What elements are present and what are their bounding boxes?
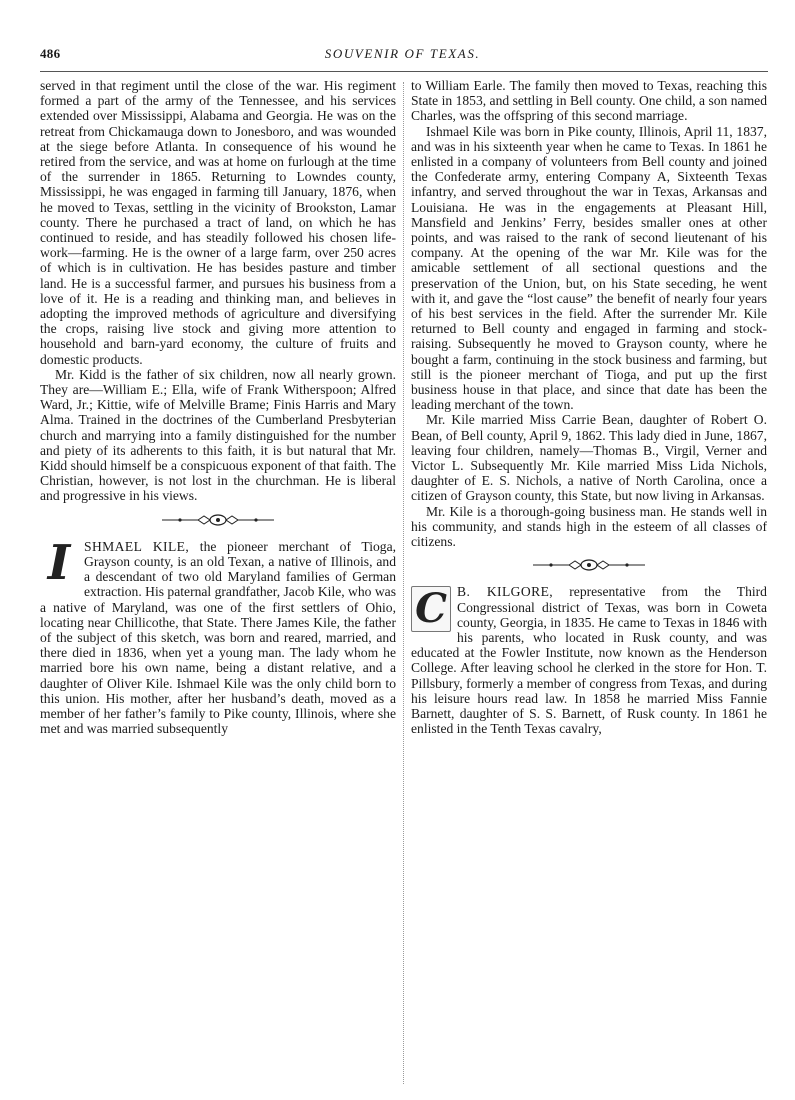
kile-biography-opening (40, 534, 396, 737)
kilgore-name-lead: B. KILGORE, (457, 584, 554, 600)
right-column (411, 78, 767, 1088)
page-header (40, 46, 765, 68)
left-paragraph-1: served in that regiment until the close of the war. His regiment formed a part of the army of the Tennessee, and his services extended over Mississippi, Alabama and Georgia. He was on the retreat from Chickamauga down to Jonesboro, and was wounded at the siege before Atlanta. In consequence of his wound he retired from the service, and was at home on furlough at the time of the surrender in 1865. Returning to Lowndes county, Mississippi, he was engaged in farming till January, 1876, when he moved to Texas, settling in the vicinity of Brookston, Lamar county. There he purchased a tract of land, on which he has continued to reside, and has steadily followed his chosen life-work—farming. He is the owner of a large farm, over 250 acres of which is in cultivation. He has besides pasture and timber land. He is a successful farmer, and pursues his business from a love of it. He is a reading and thinking man, and believes in adopting the improved methods of agriculture and diversifying the crops, raising live stock and giving more attention to household and barn-yard economy, the culture of fruits and domestic products. (40, 78, 396, 367)
left-column (40, 78, 396, 1088)
kilgore-paragraph-text: representative from the Third Congressional district of Texas, was born in Coweta county, Georgia, in 1835. He came to Texas in 1846 with his parents, who located in Rusk county, and was educated at the Fowler Institute, now known as the Henderson College. After leaving school he clerked in the store for Hon. T. Pillsbury, formerly a member of congress from Texas, and during his leisure hours read law. In 1858 he married Miss Fannie Barnett, daughter of S. S. Barnett, of Rusk county. In 1861 he enlisted in the Tenth Texas cavalry, (411, 584, 767, 737)
section-ornament (40, 513, 396, 529)
left-paragraph-2: Mr. Kidd is the father of six children, now all nearly grown. They are—William E.; Ella, wife of Frank Witherspoon; Alfred Ward, Jr.; Kittie, wife of Melville Brame; Finis Harris and Mary Alma. Trained in the doctrines of the Cumberland Presbyterian church and marrying into a family distinguished for the number and piety of its adherents to this faith, it is but natural that Mr. Kidd should himself be a conspicuous exponent of that faith. The Christian, however, is not lost in the churchman. He is liberal and progressive in his views. (40, 366, 396, 504)
kile-name-lead: SHMAEL KILE, (84, 538, 190, 554)
kilgore-biography-opening (411, 584, 767, 736)
ornament-icon (529, 558, 649, 572)
drop-cap-letter: C (411, 586, 451, 632)
drop-cap-letter: I (47, 534, 71, 591)
page-number: 486 (40, 46, 61, 61)
right-paragraph-3: Mr. Kile married Miss Carrie Bean, daughter of Robert O. Bean, of Bell county, April 9, 1862. This lady died in June, 1867, leaving four children, namely—Thomas B., Virgil, Verner and Victor L. Subsequently Mr. Kile married Miss Lida Nichols, daughter of E. S. Nichols, a native of North Carolina, once a citizen of Grayson county, this State, but now living in Arkansas. (411, 412, 767, 504)
section-ornament (411, 558, 767, 574)
kile-paragraph-text: the pioneer merchant of Tioga, Grayson county, is an old Texan, a native of Illinois, and a descendant of two old Maryland families of German extraction. His paternal grandfather, Jacob Kile, who was a native of Maryland, was one of the first settlers of Ohio, locating near Chillicothe, that State. There James Kile, the father of the subject of this sketch, was born and reared, married, and there died in 1836, when yet a young man. The lady whom he married bore his own name, being a distant relative, and a daughter of Oliver Kile. Ishmael Kile was the only child born to this union. His mother, after her husband’s death, moved as a member of her father’s family to Pike county, Illinois, where she met and was married subsequently (40, 538, 396, 737)
ornament-icon (158, 513, 278, 527)
column-divider (403, 82, 404, 1084)
header-rule (40, 71, 768, 72)
right-paragraph-4: Mr. Kile is a thorough-going business man. He stands well in his community, and stands high in the esteem of all classes of citizens. (411, 503, 767, 550)
running-title: SOUVENIR OF TEXAS. (324, 46, 481, 61)
right-paragraph-1: to William Earle. The family then moved to Texas, reaching this State in 1853, and settling in Bell county. One child, a son named Charles, was the offspring of this second marriage. (411, 78, 767, 124)
right-paragraph-2: Ishmael Kile was born in Pike county, Illinois, April 11, 1837, and was in his sixteenth year when he came to Texas. In 1861 he enlisted in a company of volunteers from Bell county and joined the Confederate army, entering Company A, Sixteenth Texas infantry, and served throughout the war in Texas, Arkansas and Louisiana. He was in the engagements at Pleasant Hill, Mansfield and Jenkins’ Ferry, besides smaller ones at other points, and was raised to the rank of second lieutenant of his company. At the opening of the war Mr. Kile was for the amicable settlement of all sectional questions and the preservation of the Union, but, on his State seceding, he went with it, and gave the “lost cause” the benefit of nearly four years of his best services in the field. After the surrender Mr. Kile returned to Bell county and engaged in farming and stock-raising. Subsequently he moved to Grayson county, where he bought a farm, continuing in the stock business and farming, but still is the pioneer merchant of Tioga, and put up the first business house in that place, and since that date has been the leading merchant of the town. (411, 123, 767, 413)
